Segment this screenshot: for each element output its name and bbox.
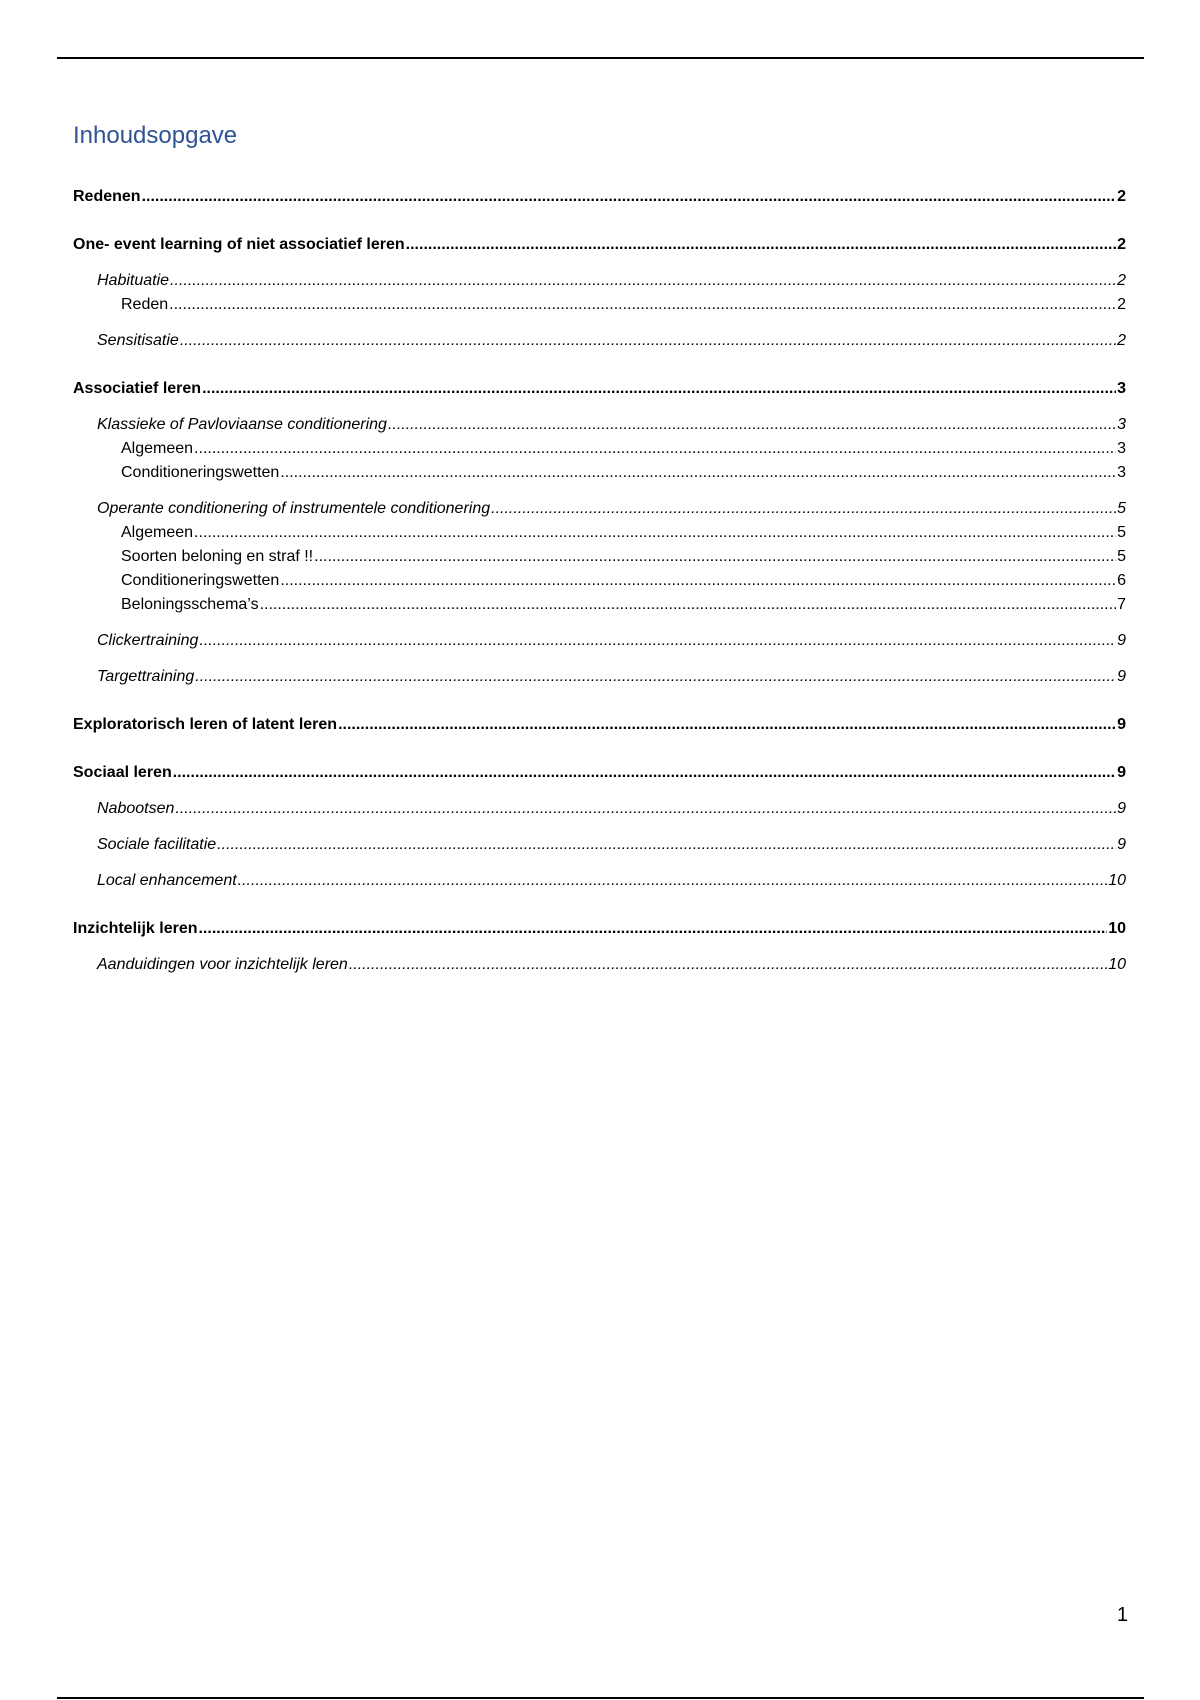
toc-entry-page: 9	[1117, 632, 1126, 649]
toc-entry[interactable]	[73, 234, 1126, 256]
toc-entry[interactable]	[73, 294, 1126, 316]
toc-leader	[173, 762, 1116, 784]
footer-rule	[57, 1697, 1144, 1699]
toc-entry-page: 2	[1117, 332, 1126, 349]
toc-entry-label: Conditioneringswetten	[121, 464, 280, 481]
toc-entry-label: Clickertraining	[97, 632, 199, 649]
toc-entry[interactable]	[73, 270, 1126, 292]
toc-entry-page: 7	[1117, 596, 1126, 613]
toc-entry-page: 9	[1117, 800, 1126, 817]
toc-leader	[238, 870, 1108, 892]
toc-entry-page: 5	[1117, 500, 1126, 517]
toc-entry-page: 9	[1117, 668, 1126, 685]
toc-entry-page: 3	[1117, 380, 1126, 397]
toc-entry-label: Inzichtelijk leren	[73, 920, 198, 937]
toc-leader	[169, 294, 1116, 316]
toc-entry-label: Nabootsen	[97, 800, 175, 817]
toc-entry-label: Sociale facilitatie	[97, 836, 217, 853]
toc-entry-page: 3	[1117, 464, 1126, 481]
toc-leader	[194, 438, 1116, 460]
page-number: 1	[1116, 1604, 1128, 1626]
toc-entry[interactable]	[73, 630, 1126, 652]
toc-entry[interactable]	[73, 798, 1126, 820]
toc-leader	[217, 834, 1116, 856]
toc-entry-label: Algemeen	[121, 440, 194, 457]
toc-entry-label: Associatief leren	[73, 380, 202, 397]
toc-entry[interactable]	[73, 870, 1126, 892]
toc-entry[interactable]	[73, 330, 1126, 352]
toc-entry-page: 3	[1117, 416, 1126, 433]
toc-entry[interactable]	[73, 594, 1126, 616]
toc-leader	[194, 522, 1116, 544]
toc-leader	[349, 954, 1107, 976]
toc-entry-page: 5	[1117, 548, 1126, 565]
toc-entry-page: 2	[1117, 188, 1126, 205]
toc-leader	[170, 270, 1116, 292]
toc-leader	[260, 594, 1117, 616]
toc-entry-page: 3	[1117, 440, 1126, 457]
toc-leader	[202, 378, 1116, 400]
header-rule	[57, 57, 1144, 59]
toc-leader	[175, 798, 1116, 820]
toc-leader	[314, 546, 1116, 568]
toc-entry[interactable]	[73, 186, 1126, 208]
toc-entry-label: Reden	[121, 296, 169, 313]
toc-leader	[280, 570, 1116, 592]
table-of-contents	[73, 186, 1126, 976]
toc-entry[interactable]	[73, 522, 1126, 544]
toc-leader	[491, 498, 1116, 520]
toc-leader	[195, 666, 1116, 688]
toc-entry-page: 5	[1117, 524, 1126, 541]
toc-entry-page: 2	[1117, 236, 1126, 253]
toc-leader	[280, 462, 1116, 484]
toc-entry[interactable]	[73, 570, 1126, 592]
toc-entry-label: Conditioneringswetten	[121, 572, 280, 589]
toc-entry-label: Exploratorisch leren of latent leren	[73, 716, 338, 733]
toc-entry[interactable]	[73, 834, 1126, 856]
toc-entry-page: 10	[1108, 920, 1126, 937]
toc-entry[interactable]	[73, 462, 1126, 484]
toc-entry[interactable]	[73, 378, 1126, 400]
toc-entry-label: Beloningsschema’s	[121, 596, 259, 613]
toc-leader	[406, 234, 1116, 256]
toc-entry-page: 9	[1117, 716, 1126, 733]
toc-entry-page: 2	[1117, 296, 1126, 313]
toc-entry[interactable]	[73, 498, 1126, 520]
toc-entry-label: Operante conditionering of instrumentele conditionering	[97, 500, 491, 517]
toc-entry-label: Soorten beloning en straf !!	[121, 548, 314, 565]
toc-entry-label: Sensitisatie	[97, 332, 179, 349]
toc-entry-label: Redenen	[73, 188, 141, 205]
toc-entry-label: Aanduidingen voor inzichtelijk leren	[97, 956, 348, 973]
toc-entry-page: 9	[1117, 836, 1126, 853]
toc-entry[interactable]	[73, 762, 1126, 784]
toc-title: Inhoudsopgave	[73, 122, 238, 149]
toc-entry-label: Sociaal leren	[73, 764, 172, 781]
toc-entry-label: Local enhancement	[97, 872, 237, 889]
toc-entry[interactable]	[73, 918, 1126, 940]
toc-leader	[180, 330, 1116, 352]
toc-entry-label: Targettraining	[97, 668, 195, 685]
toc-entry-label: One- event learning of niet associatief leren	[73, 236, 405, 253]
toc-entry-page: 2	[1117, 272, 1126, 289]
toc-entry[interactable]	[73, 714, 1126, 736]
toc-leader	[199, 630, 1116, 652]
toc-entry-page: 10	[1108, 872, 1126, 889]
toc-entry-label: Habituatie	[97, 272, 170, 289]
toc-entry-label: Algemeen	[121, 524, 194, 541]
toc-entry[interactable]	[73, 438, 1126, 460]
toc-leader	[198, 918, 1107, 940]
toc-entry-page: 9	[1117, 764, 1126, 781]
toc-entry[interactable]	[73, 414, 1126, 436]
toc-entry[interactable]	[73, 954, 1126, 976]
toc-entry-page: 6	[1117, 572, 1126, 589]
toc-entry[interactable]	[73, 666, 1126, 688]
toc-leader	[142, 186, 1117, 208]
toc-entry-page: 10	[1108, 956, 1126, 973]
toc-leader	[338, 714, 1116, 736]
toc-entry[interactable]	[73, 546, 1126, 568]
toc-entry-label: Klassieke of Pavloviaanse conditionering	[97, 416, 387, 433]
toc-leader	[388, 414, 1116, 436]
